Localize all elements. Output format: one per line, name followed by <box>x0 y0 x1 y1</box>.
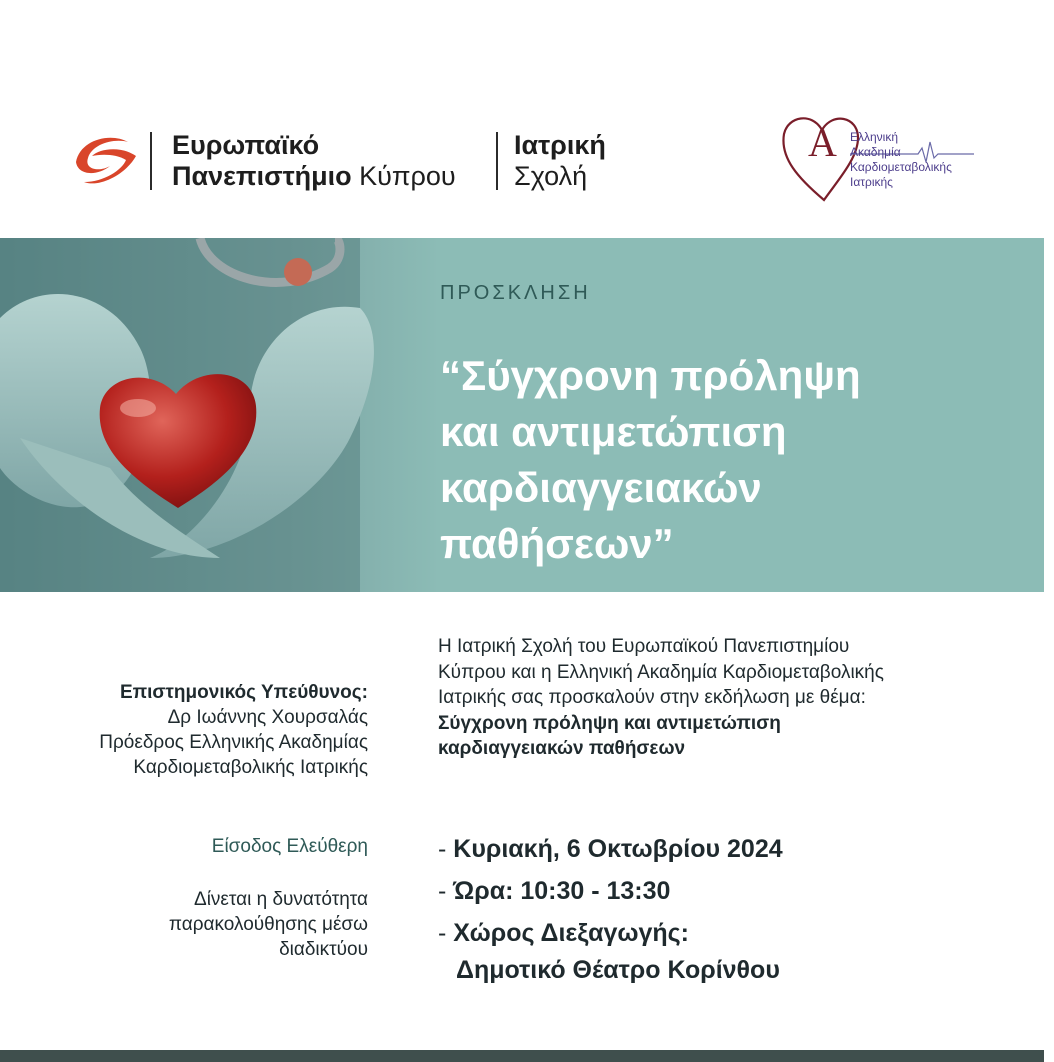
bottom-border <box>0 1050 1054 1062</box>
heart-in-hands-image <box>0 238 440 592</box>
academy-name-line3: Καρδιομεταβολικής <box>850 160 952 174</box>
academy-name-line2: Ακαδημία <box>850 145 901 159</box>
academy-name-line4: Ιατρικής <box>850 175 893 189</box>
description-line: Κύπρου και η Ελληνική Ακαδημία Καρδιομεταβολικής <box>438 661 884 683</box>
invitation-label: ΠΡΟΣΚΛΗΣΗ <box>440 282 591 304</box>
header-divider <box>150 132 152 190</box>
school-name <box>514 130 606 192</box>
academy-name <box>850 130 952 190</box>
scientific-director-role: Πρόεδρος Ελληνικής Ακαδημίας <box>99 732 368 753</box>
bullet-dash: - <box>438 919 447 947</box>
bullet-dash: - <box>438 877 447 905</box>
right-border <box>1044 0 1054 1062</box>
event-venue-label <box>438 912 783 954</box>
online-note-line: Δίνεται η δυνατότητα <box>194 889 368 910</box>
euc-swoosh-icon <box>70 126 140 192</box>
academy-name-line1: Ελληνική <box>850 130 899 144</box>
event-time <box>438 870 783 912</box>
online-attendance-note <box>169 887 368 962</box>
event-title-line: “Σύγχρονη πρόληψη <box>440 352 861 399</box>
event-title <box>440 348 1000 572</box>
event-venue: Δημοτικό Θέατρο Κορίνθου <box>456 956 780 984</box>
event-title-line: παθήσεων” <box>440 520 674 567</box>
scientific-director-role: Καρδιομεταβολικής Ιατρικής <box>133 757 368 778</box>
header <box>0 0 1054 238</box>
university-name <box>172 130 456 192</box>
event-date-value: Κυριακή, 6 Οκτωβρίου 2024 <box>453 835 783 863</box>
event-title-line: και αντιμετώπιση <box>440 408 787 455</box>
university-name-line1: Ευρωπαϊκό <box>172 130 320 160</box>
header-divider <box>496 132 498 190</box>
university-name-line2-bold: Πανεπιστήμιο <box>172 161 352 191</box>
event-description <box>438 634 884 762</box>
online-note-line: παρακολούθησης μέσω <box>168 914 368 935</box>
school-name-line2: Σχολή <box>514 161 588 191</box>
event-details <box>438 828 783 986</box>
description-line: Η Ιατρική Σχολή του Ευρωπαϊκού Πανεπιστημίου <box>438 636 850 657</box>
university-name-line2-light: Κύπρου <box>359 161 456 191</box>
online-note-line: διαδικτύου <box>279 939 368 960</box>
scientific-director <box>99 680 368 780</box>
scientific-director-label: Επιστημονικός Υπεύθυνος: <box>119 682 368 703</box>
event-venue-label-text: Χώρος Διεξαγωγής: <box>453 919 689 947</box>
free-entry-note: Είσοδος Ελεύθερη <box>211 836 368 857</box>
bullet-dash: - <box>438 835 447 863</box>
description-topic-line: καρδιαγγειακών παθήσεων <box>438 738 686 759</box>
svg-text:A: A <box>808 120 837 165</box>
description-topic-line: Σύγχρονη πρόληψη και αντιμετώπιση <box>438 712 781 734</box>
event-date <box>438 828 783 870</box>
school-name-line1: Ιατρική <box>514 130 606 160</box>
description-line: Ιατρικής σας προσκαλούν στην εκδήλωση με θέμα: <box>438 687 866 708</box>
scientific-director-name: Δρ Ιωάννης Χουρσαλάς <box>167 707 368 728</box>
event-time-value: Ώρα: 10:30 - 13:30 <box>453 877 671 905</box>
event-title-line: καρδιαγγειακών <box>440 464 762 511</box>
